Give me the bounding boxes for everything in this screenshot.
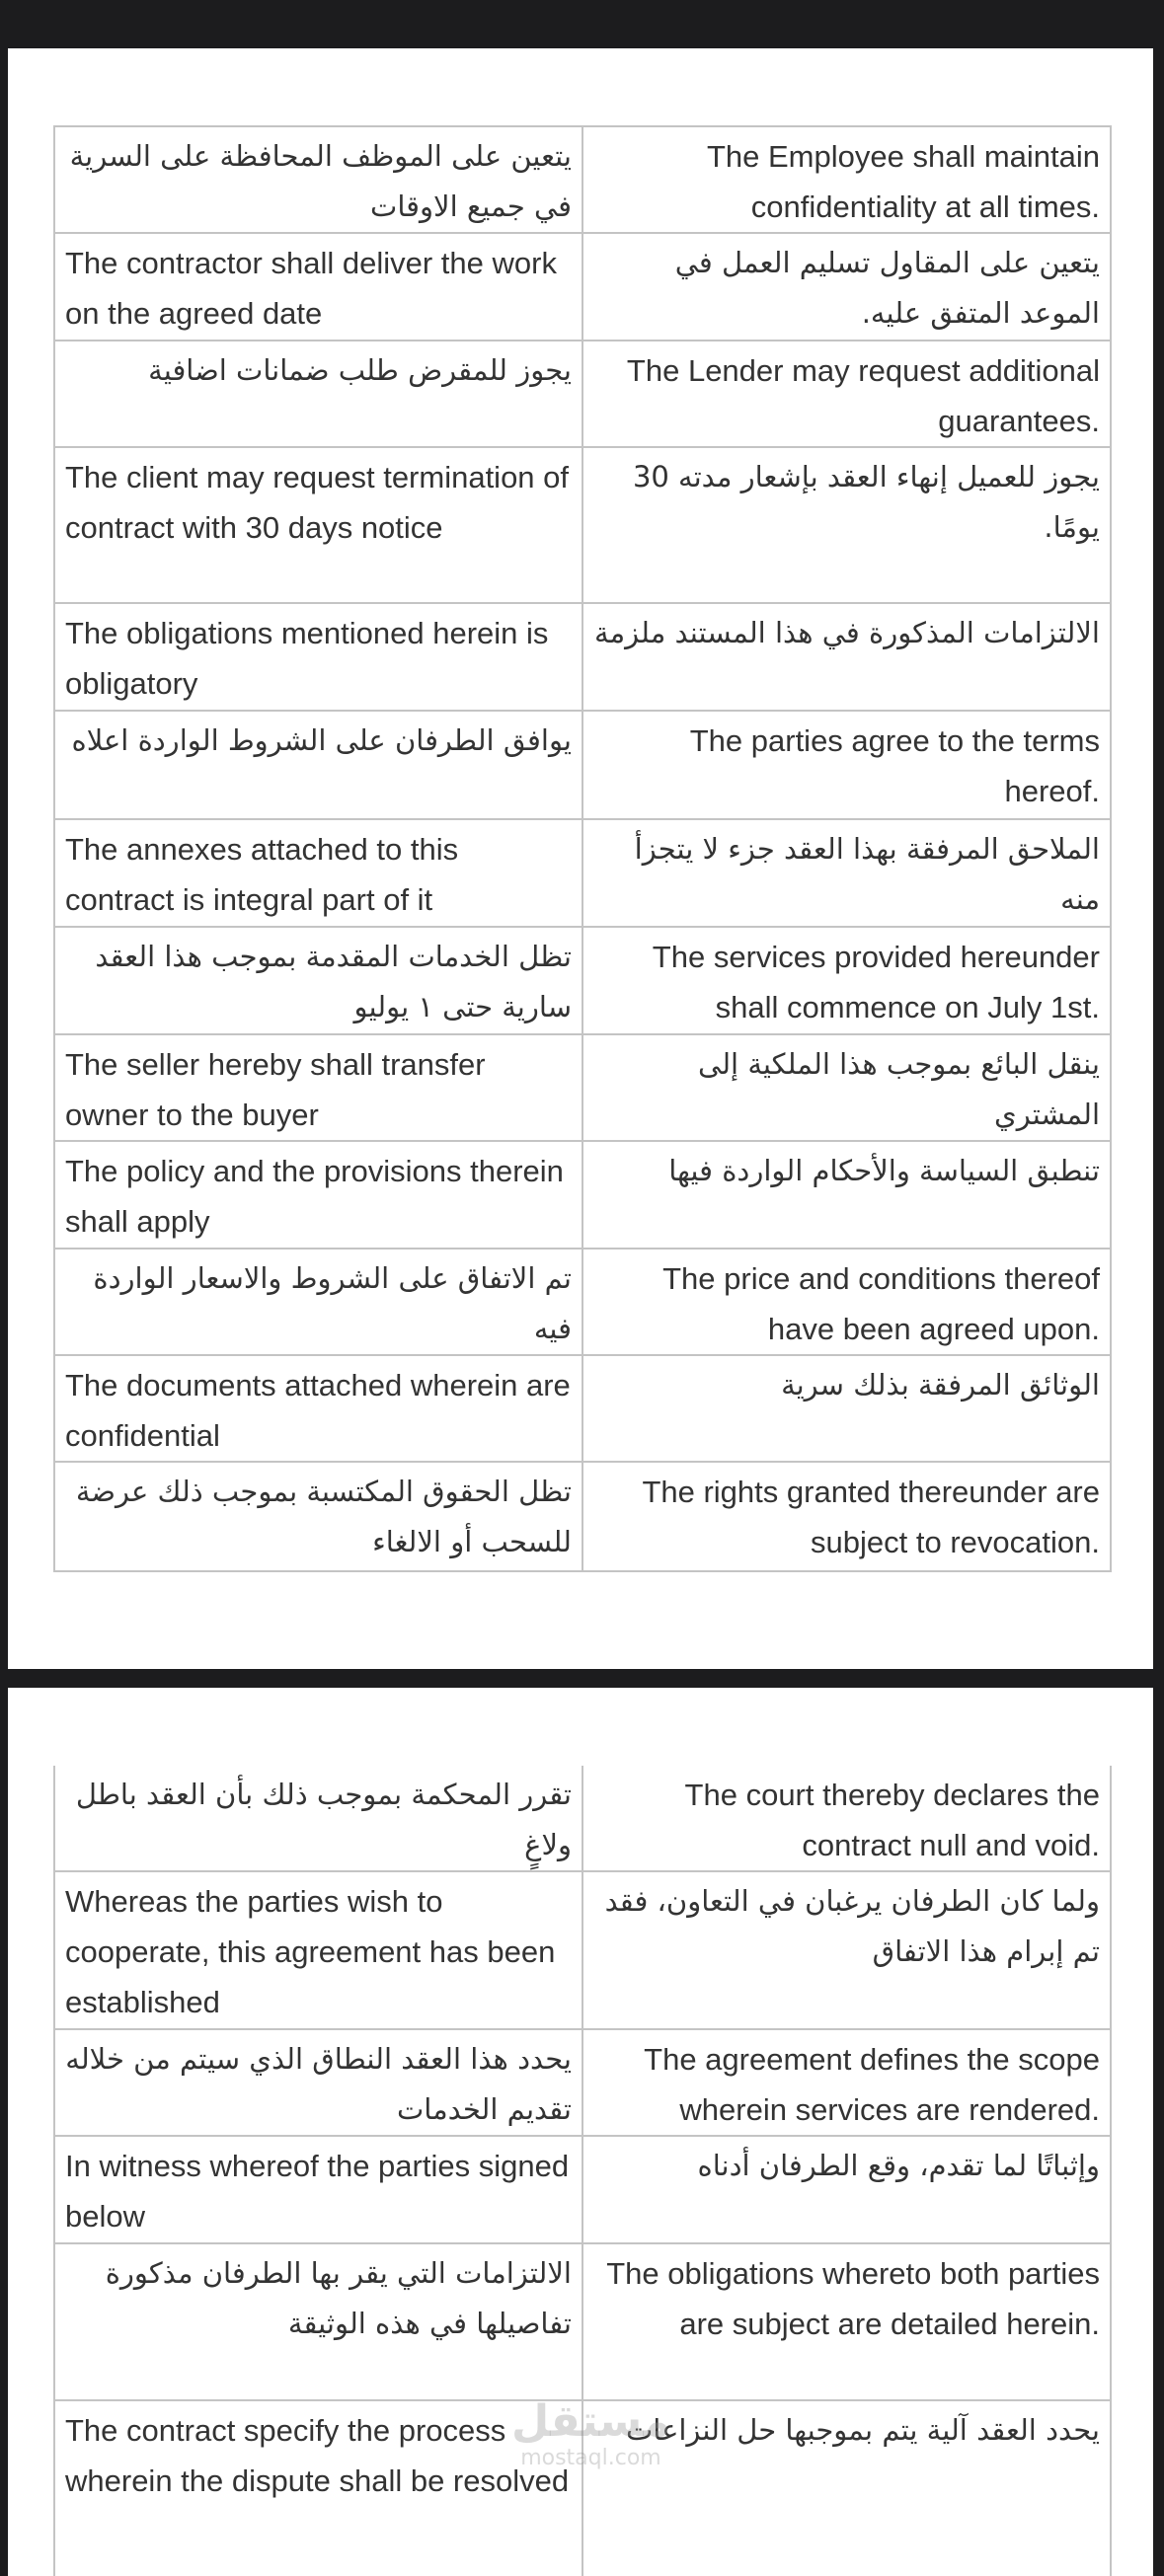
arabic-cell: تظل الخدمات المقدمة بموجب هذا العقد سارية حتى ١ يوليو: [54, 927, 582, 1034]
english-cell: The obligations whereto both parties are subject are detailed herein.: [582, 2243, 1111, 2400]
english-cell: The documents attached wherein are confidential: [54, 1355, 582, 1462]
watermark-latin: mostaql.com: [520, 2446, 661, 2470]
arabic-cell: الملاحق المرفقة بهذا العقد جزء لا يتجزأ منه: [582, 819, 1111, 927]
table-row: [54, 2136, 1111, 2243]
arabic-cell: يحدد العقد آلية يتم بموجبها حل النزاعات: [582, 2400, 1111, 2576]
arabic-cell: الوثائق المرفقة بذلك سرية: [582, 1355, 1111, 1462]
arabic-cell: تقرر المحكمة بموجب ذلك بأن العقد باطل ولاغٍ: [54, 1766, 582, 1871]
table-row: [54, 126, 1111, 233]
english-cell: Whereas the parties wish to cooperate, this agreement has been established: [54, 1871, 582, 2029]
table-row: [54, 603, 1111, 711]
english-cell: The price and conditions thereof have been agreed upon.: [582, 1249, 1111, 1355]
english-cell: The services provided hereunder shall commence on July 1st.: [582, 927, 1111, 1034]
document-page-1: [8, 48, 1153, 1669]
english-cell: The rights granted thereunder are subject to revocation.: [582, 1462, 1111, 1571]
arabic-cell: يجوز للعميل إنهاء العقد بإشعار مدته 30 يومًا.: [582, 447, 1111, 603]
arabic-cell: يجوز للمقرض طلب ضمانات اضافية: [54, 341, 582, 447]
english-cell: The court thereby declares the contract null and void.: [582, 1766, 1111, 1871]
table-row: [54, 2243, 1111, 2400]
table-row: [54, 1034, 1111, 1141]
english-cell: The contract specify the process wherein the dispute shall be resolved: [54, 2400, 582, 2576]
arabic-cell: وإثباتًا لما تقدم، وقع الطرفان أدناه: [582, 2136, 1111, 2243]
english-cell: In witness whereof the parties signed below: [54, 2136, 582, 2243]
table-row: [54, 233, 1111, 341]
arabic-cell: ينقل البائع بموجب هذا الملكية إلى المشتري: [582, 1034, 1111, 1141]
table-row: [54, 819, 1111, 927]
english-cell: The client may request termination of contract with 30 days notice: [54, 447, 582, 603]
english-cell: The parties agree to the terms hereof.: [582, 711, 1111, 819]
arabic-cell: الالتزامات المذكورة في هذا المستند ملزمة: [582, 603, 1111, 711]
english-cell: The obligations mentioned herein is obligatory: [54, 603, 582, 711]
english-cell: The agreement defines the scope wherein services are rendered.: [582, 2029, 1111, 2136]
document-page-2: [8, 1688, 1153, 2576]
watermark-arabic: مستقل: [511, 2396, 670, 2447]
arabic-cell: يحدد هذا العقد النطاق الذي سيتم من خلاله تقديم الخدمات: [54, 2029, 582, 2136]
english-cell: The Lender may request additional guarantees.: [582, 341, 1111, 447]
table-row: [54, 1355, 1111, 1462]
arabic-cell: يتعين على المقاول تسليم العمل في الموعد المتفق عليه.: [582, 233, 1111, 341]
arabic-cell: ولما كان الطرفان يرغبان في التعاون، فقد تم إبرام هذا الاتفاق: [582, 1871, 1111, 2029]
table-row: [54, 711, 1111, 819]
english-cell: The seller hereby shall transfer owner to the buyer: [54, 1034, 582, 1141]
arabic-cell: يتعين على الموظف المحافظة على السرية في جميع الاوقات: [54, 126, 582, 233]
table-row: [54, 2029, 1111, 2136]
english-cell: The Employee shall maintain confidentiality at all times.: [582, 126, 1111, 233]
arabic-cell: تم الاتفاق على الشروط والاسعار الواردة فيه: [54, 1249, 582, 1355]
table-row: [54, 2400, 1111, 2576]
arabic-cell: الالتزامات التي يقر بها الطرفان مذكورة تفاصيلها في هذه الوثيقة: [54, 2243, 582, 2400]
table-row: [54, 1462, 1111, 1571]
table-row: [54, 1141, 1111, 1249]
translation-table-2: [53, 1766, 1112, 2576]
arabic-cell: يوافق الطرفان على الشروط الواردة اعلاه: [54, 711, 582, 819]
table-row: [54, 1871, 1111, 2029]
table-row: [54, 1766, 1111, 1871]
arabic-cell: تنطبق السياسة والأحكام الواردة فيها: [582, 1141, 1111, 1249]
translation-table-1: [53, 125, 1112, 1572]
table-row: [54, 927, 1111, 1034]
table-row: [54, 341, 1111, 447]
arabic-cell: تظل الحقوق المكتسبة بموجب ذلك عرضة للسحب أو الالغاء: [54, 1462, 582, 1571]
table-row: [54, 1249, 1111, 1355]
english-cell: The policy and the provisions therein shall apply: [54, 1141, 582, 1249]
table-row: [54, 447, 1111, 603]
english-cell: The annexes attached to this contract is integral part of it: [54, 819, 582, 927]
english-cell: The contractor shall deliver the work on the agreed date: [54, 233, 582, 341]
